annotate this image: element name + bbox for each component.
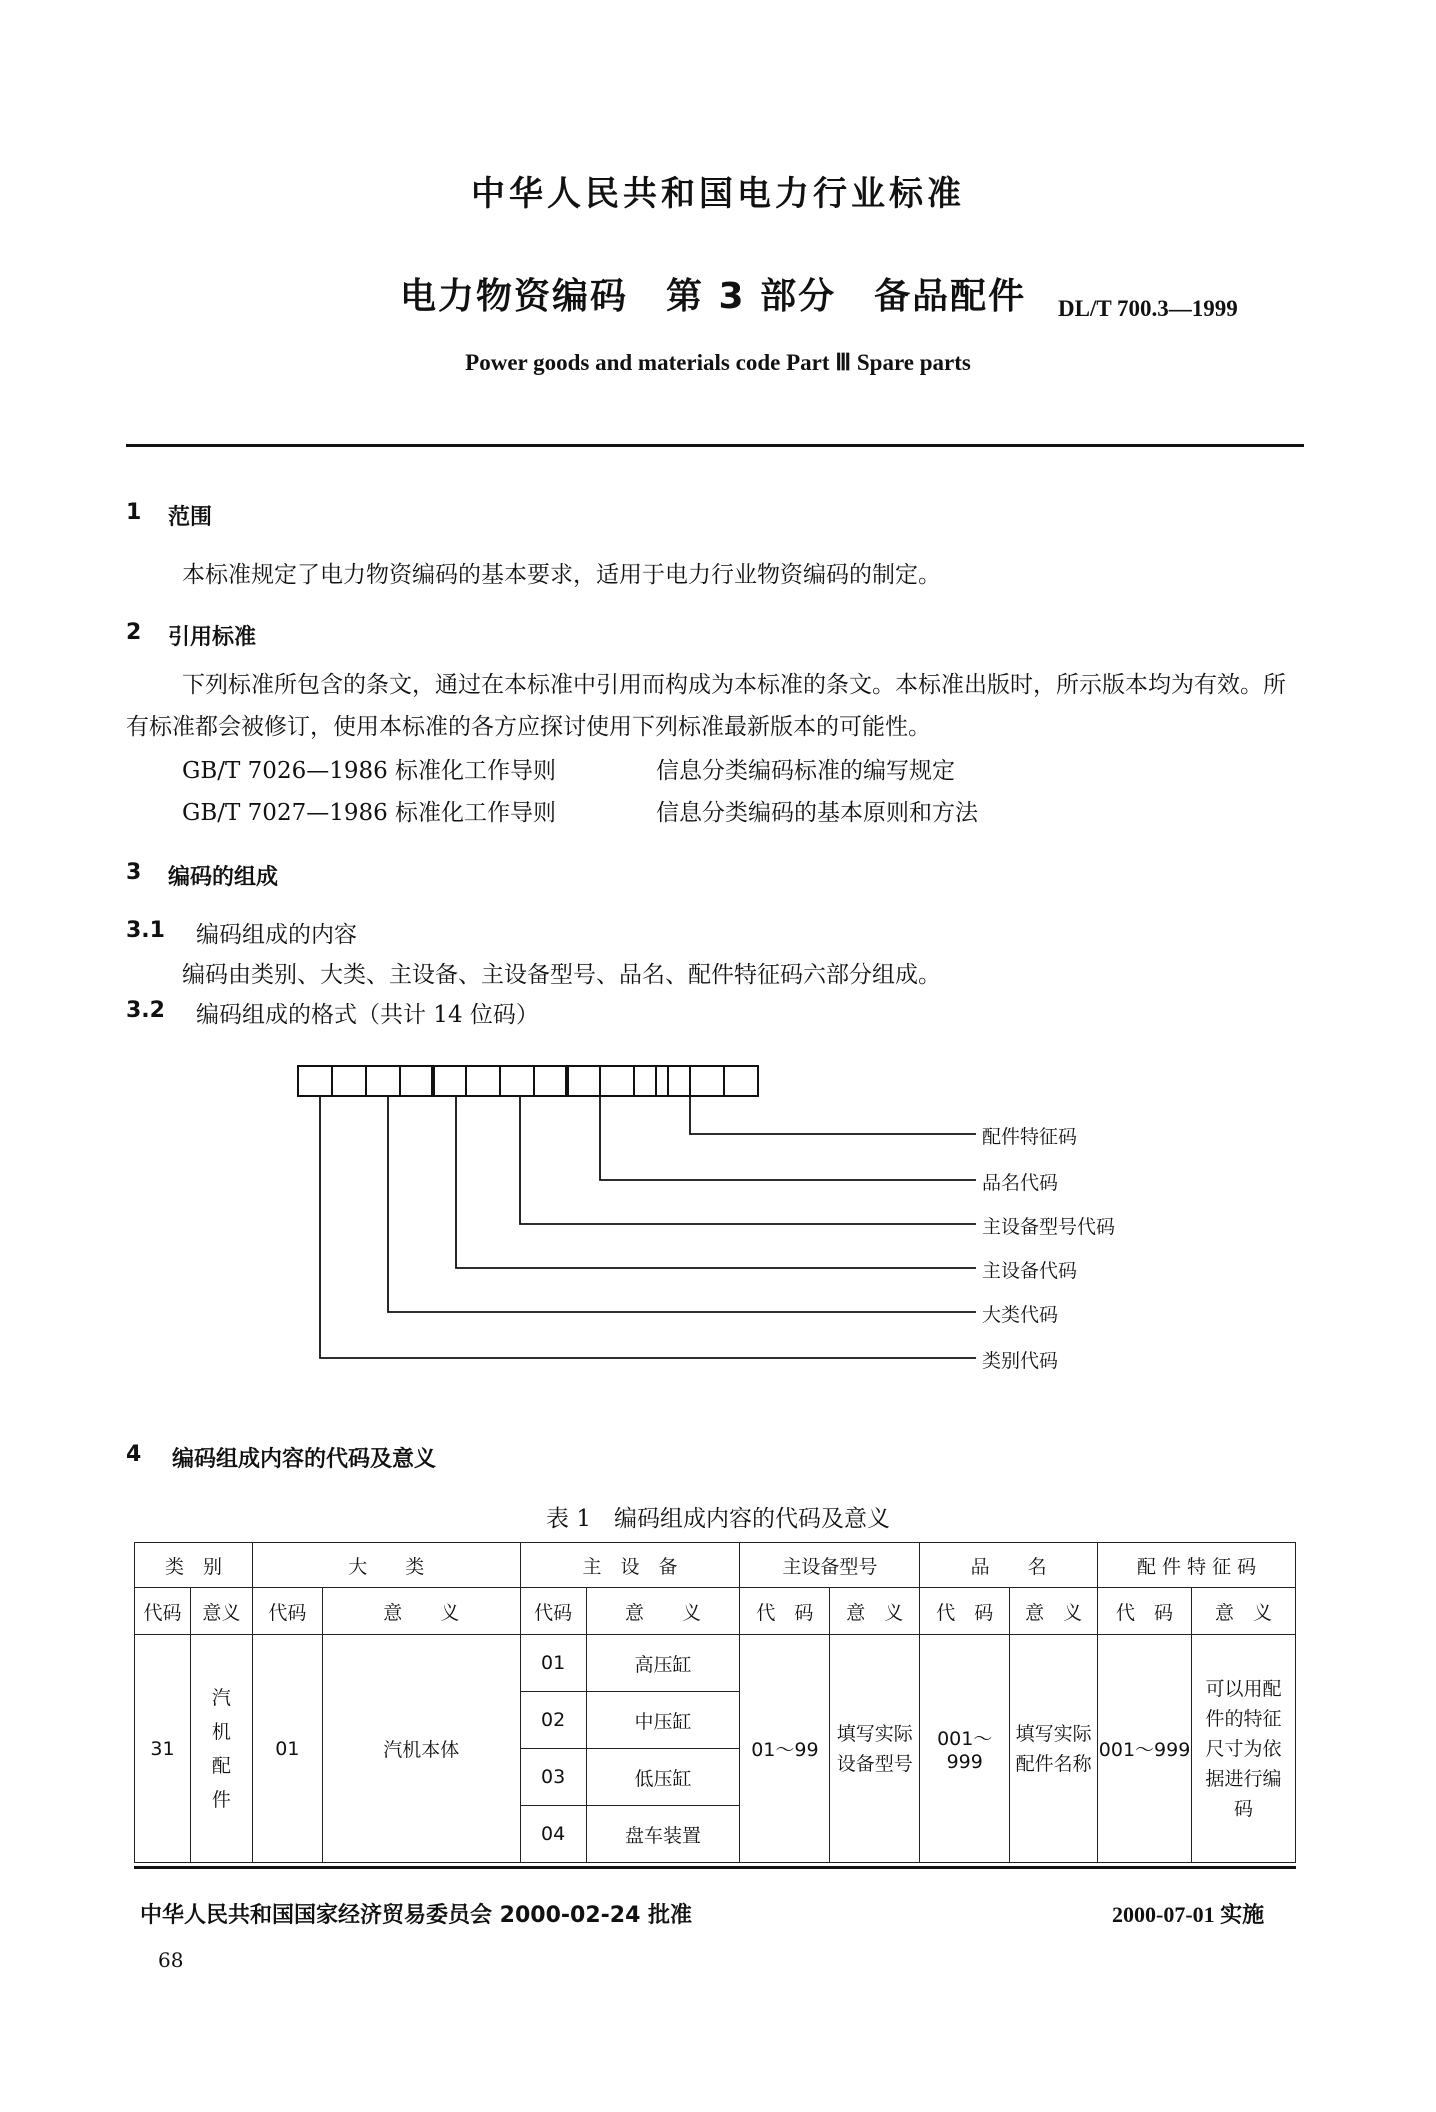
code-meaning-table xyxy=(134,1542,1296,1863)
header-major-class: 大 类 xyxy=(252,1543,520,1588)
section-3-2-title: 编码组成的格式（共计 14 位码） xyxy=(196,1002,539,1028)
subheader-code: 代码 xyxy=(520,1588,586,1635)
section-3-title: 编码的组成 xyxy=(168,865,279,890)
section-4-number: 4 xyxy=(126,1442,142,1467)
equipment-code-cell: 01 xyxy=(520,1635,586,1692)
reference-2-title: 信息分类编码的基本原则和方法 xyxy=(656,800,978,826)
feature-code-cell: 001～999 xyxy=(1098,1635,1192,1863)
category-code-leader xyxy=(320,1096,976,1358)
section-1-title: 范围 xyxy=(168,505,213,530)
standard-title: 中华人民共和国电力行业标准 xyxy=(471,174,965,214)
feature-code-label: 配件特征码 xyxy=(982,1126,1078,1148)
subheader-code: 代 码 xyxy=(740,1588,830,1635)
section-2-text: 下列标准所包含的条文，通过在本标准中引用而构成为本标准的条文。本标准出版时，所示版本均为有效。所有标准都会被修订，使用本标准的各方应探讨使用下列标准最新版本的可能性。 xyxy=(126,672,1286,740)
major-code-leader xyxy=(388,1096,976,1312)
model-code-box xyxy=(534,1066,568,1096)
category-meaning-char: 配 xyxy=(211,1754,231,1777)
subheader-meaning: 意 义 xyxy=(1192,1588,1296,1635)
section-3-2-number: 3.2 xyxy=(126,998,165,1023)
equipment-meaning-cell: 中压缸 xyxy=(586,1692,740,1749)
feature-code-box xyxy=(690,1066,724,1096)
section-2-title: 引用标准 xyxy=(168,625,257,650)
model-code-leader xyxy=(520,1096,976,1224)
subheader-meaning: 意 义 xyxy=(830,1588,920,1635)
subheader-code: 代码 xyxy=(252,1588,322,1635)
section-3-number: 3 xyxy=(126,860,142,885)
subheader-meaning: 意义 xyxy=(190,1588,252,1635)
category-meaning-text xyxy=(191,1681,252,1817)
model-code-box xyxy=(500,1066,534,1096)
subheader-meaning: 意 义 xyxy=(1010,1588,1098,1635)
section-1-number: 1 xyxy=(126,500,142,525)
header-main-equipment: 主 设 备 xyxy=(520,1543,740,1588)
subheader-meaning: 意 义 xyxy=(586,1588,740,1635)
subheader-code: 代码 xyxy=(135,1588,191,1635)
major-code-label: 大类代码 xyxy=(982,1304,1059,1326)
standard-number: DL/T 700.3—1999 xyxy=(1058,296,1238,321)
reference-1-title: 信息分类编码标准的编写规定 xyxy=(656,758,955,784)
feature-meaning-cell: 可以用配件的特征尺寸为依据进行编码 xyxy=(1192,1635,1296,1863)
implementation-date: 2000-07-01 实施 xyxy=(1112,1902,1265,1927)
major-meaning-cell: 汽机本体 xyxy=(322,1635,520,1863)
section-3-1-text: 编码由类别、大类、主设备、主设备型号、品名、配件特征码六部分组成。 xyxy=(182,962,941,988)
section-3-1-number: 3.1 xyxy=(126,918,165,943)
category-meaning-char: 机 xyxy=(211,1720,231,1743)
item-code-box xyxy=(634,1066,668,1096)
equipment-code-leader xyxy=(456,1096,976,1268)
section-4-title: 编码组成内容的代码及意义 xyxy=(172,1447,437,1472)
model-code-cell: 01～99 xyxy=(740,1635,830,1863)
section-2-number: 2 xyxy=(126,620,142,645)
item-code-box xyxy=(566,1066,600,1096)
equipment-code-cell: 04 xyxy=(520,1806,586,1863)
equipment-code-box xyxy=(466,1066,500,1096)
subheader-meaning: 意 义 xyxy=(322,1588,520,1635)
feature-code-leader xyxy=(690,1096,976,1134)
header-category: 类 别 xyxy=(135,1543,253,1588)
major-code-cell: 01 xyxy=(252,1635,322,1863)
item-code-label: 品名代码 xyxy=(982,1172,1059,1194)
header-equipment-model: 主设备型号 xyxy=(740,1543,920,1588)
equipment-code-box xyxy=(432,1066,466,1096)
section-1-text: 本标准规定了电力物资编码的基本要求，适用于电力行业物资编码的制定。 xyxy=(182,562,941,588)
category-code-box xyxy=(332,1066,366,1096)
category-code-label: 类别代码 xyxy=(982,1350,1059,1372)
table-caption: 表 1 编码组成内容的代码及意义 xyxy=(546,1506,890,1532)
item-code-box xyxy=(600,1066,634,1096)
subheader-code: 代 码 xyxy=(920,1588,1010,1635)
approval-line: 中华人民共和国国家经济贸易委员会 2000-02-24 批准 xyxy=(140,1903,693,1928)
equipment-meaning-cell: 高压缸 xyxy=(586,1635,740,1692)
major-code-box xyxy=(366,1066,400,1096)
subheader-code: 代 码 xyxy=(1098,1588,1192,1635)
equipment-code-cell: 03 xyxy=(520,1749,586,1806)
english-title: Power goods and materials code Part Ⅲ Spare parts xyxy=(465,350,971,375)
equipment-code-cell: 02 xyxy=(520,1692,586,1749)
document-title: 电力物资编码 第 3 部分 备品配件 xyxy=(400,276,1027,317)
model-code-label: 主设备型号代码 xyxy=(982,1216,1116,1238)
item-code-cell: 001～999 xyxy=(920,1635,1010,1863)
page-number: 68 xyxy=(158,1948,184,1972)
category-meaning-char: 件 xyxy=(211,1788,231,1811)
reference-1-code: GB/T 7026—1986 标准化工作导则 xyxy=(182,758,557,784)
header-item-name: 品 名 xyxy=(920,1543,1098,1588)
feature-code-box xyxy=(724,1066,758,1096)
category-code-cell: 31 xyxy=(135,1635,191,1863)
section-3-1-title: 编码组成的内容 xyxy=(196,922,357,948)
model-meaning-cell: 填写实际设备型号 xyxy=(830,1635,920,1863)
category-meaning-cell xyxy=(190,1635,252,1863)
item-meaning-cell: 填写实际配件名称 xyxy=(1010,1635,1098,1863)
feature-code-box xyxy=(656,1066,690,1096)
category-code-box xyxy=(298,1066,332,1096)
major-code-box xyxy=(400,1066,434,1096)
equipment-code-label: 主设备代码 xyxy=(982,1260,1078,1282)
footer-rule xyxy=(134,1866,1296,1869)
item-code-leader xyxy=(600,1096,976,1180)
equipment-meaning-cell: 低压缸 xyxy=(586,1749,740,1806)
reference-2-code: GB/T 7027—1986 标准化工作导则 xyxy=(182,800,557,826)
category-meaning-char: 汽 xyxy=(211,1686,231,1709)
header-feature-code: 配 件 特 征 码 xyxy=(1098,1543,1296,1588)
equipment-meaning-cell: 盘车装置 xyxy=(586,1806,740,1863)
